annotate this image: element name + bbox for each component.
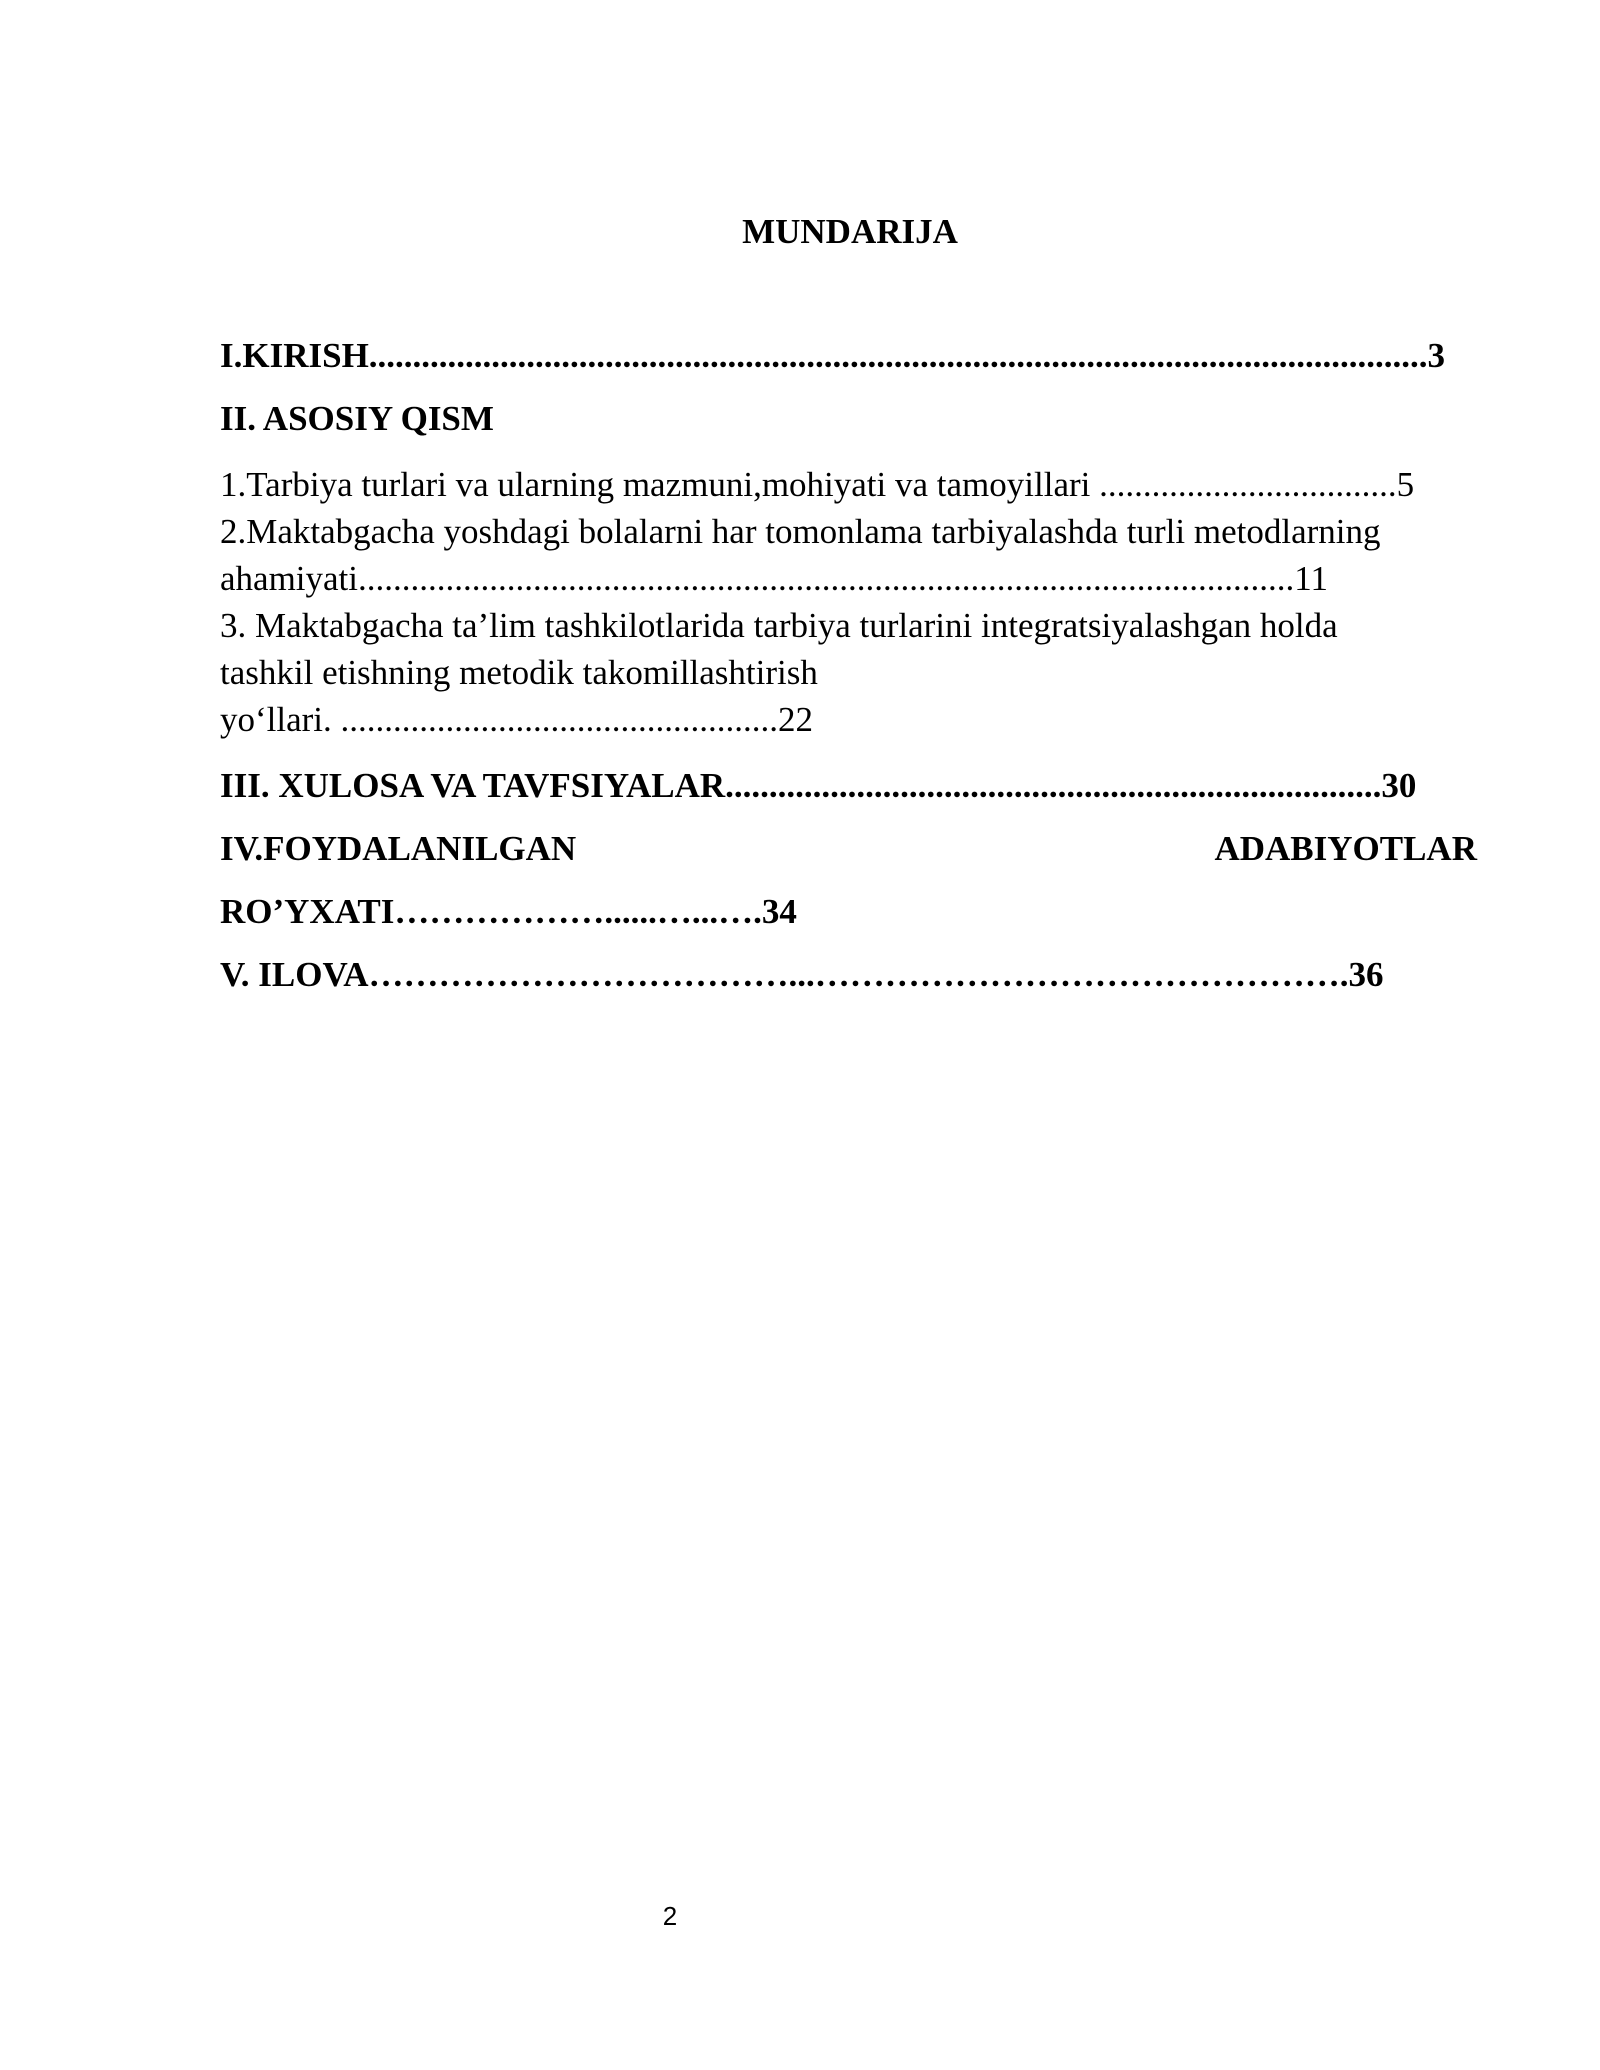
toc-entry-2-line-2: ahamiyati...........................................................................................................11 bbox=[220, 559, 1328, 598]
toc-entry-conclusion: III. XULOSA VA TAVFSIYALAR...........................................................................30 bbox=[220, 766, 1417, 805]
toc-entry-3-line-1: 3. Maktabgacha ta’lim tashkilotlarida tarbiya turlarini integratsiyalashgan holda bbox=[220, 606, 1338, 645]
toc-entry-intro: I.KIRISH.........................................................................................................................3 bbox=[220, 336, 1446, 375]
page-title: MUNDARIJA bbox=[742, 212, 958, 251]
toc-references-word-1: IV.FOYDALANILGAN bbox=[220, 829, 577, 868]
toc-entry-1: 1.Tarbiya turlari va ularning mazmuni,mohiyati va tamoyillari ..................................5 bbox=[220, 465, 1415, 504]
toc-heading-main-part: II. ASOSIY QISM bbox=[220, 399, 494, 438]
toc-entry-3-line-2: tashkil etishning metodik takomillashtirish bbox=[220, 653, 818, 692]
page-number: 2 bbox=[662, 1901, 678, 1931]
toc-entry-references-line-2: RO’YXATI………………......…...….34 bbox=[220, 892, 797, 931]
toc-references-word-2: ADABIYOTLAR bbox=[1214, 829, 1477, 868]
toc-entry-references-line-1 bbox=[220, 826, 1477, 872]
toc-entry-appendix: V. ILOVA………………………………...……………………………………….36 bbox=[220, 955, 1384, 994]
toc-entry-2-line-1: 2.Maktabgacha yoshdagi bolalarni har tomonlama tarbiyalashda turli metodlarning bbox=[220, 512, 1381, 551]
toc-entry-3-line-3: yo‘llari. ..................................................22 bbox=[220, 700, 814, 739]
